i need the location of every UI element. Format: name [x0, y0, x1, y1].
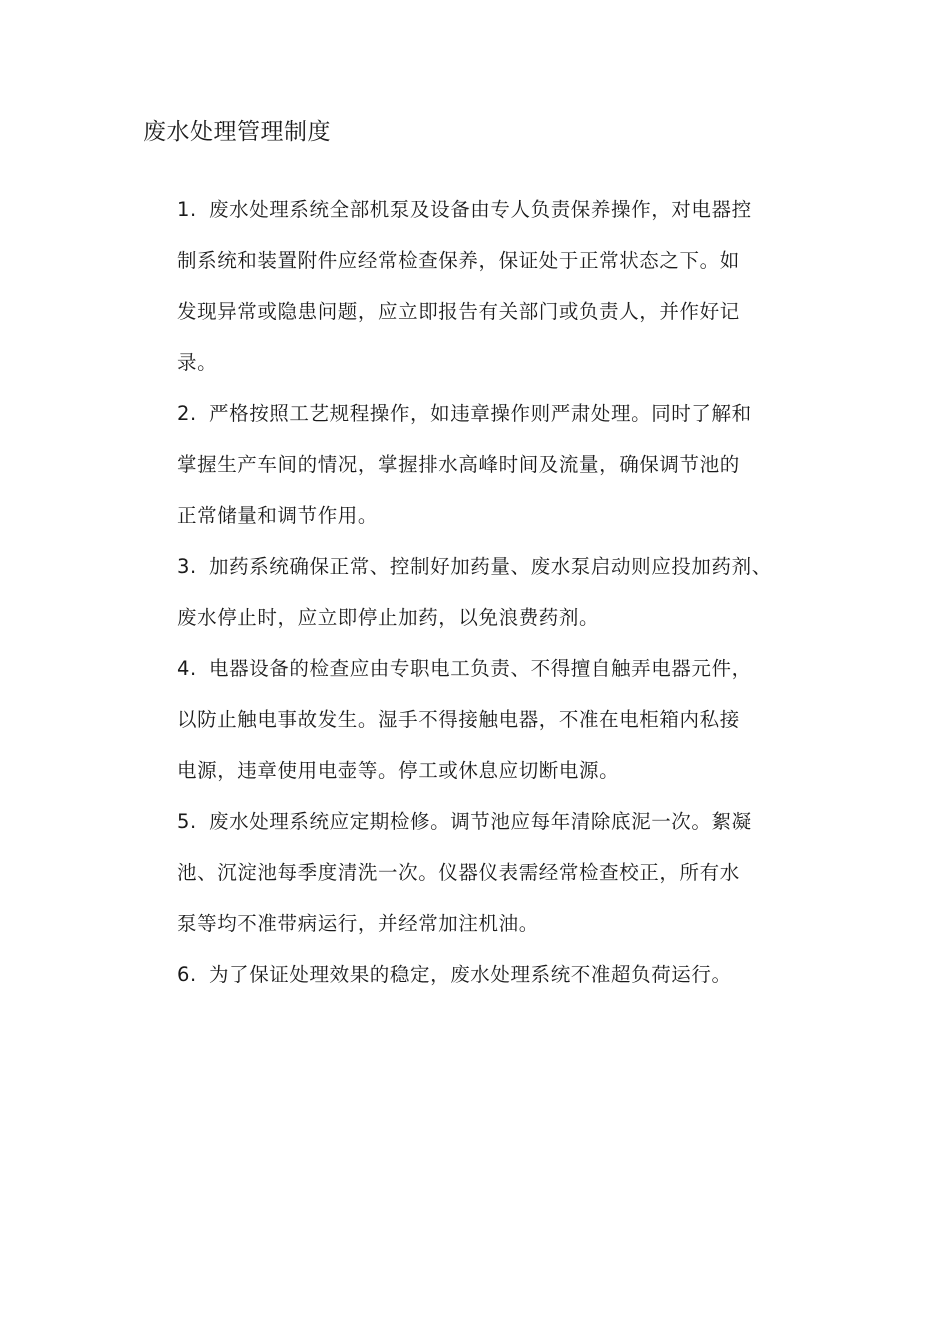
rule-item-2 [177, 388, 819, 541]
rule-line: 以防止触电事故发生。湿手不得接触电器，不准在电柜箱内私接 [177, 708, 740, 731]
rule-line: 掌握生产车间的情况，掌握排水高峰时间及流量，确保调节池的 [177, 453, 740, 476]
rule-line: 录。 [177, 351, 218, 374]
rule-item-5 [177, 796, 819, 949]
rule-line: 泵等均不准带病运行，并经常加注机油。 [177, 912, 539, 935]
rule-text: 严格按照工艺规程操作，如违章操作则严肃处理。同时了解和 [209, 402, 752, 425]
rule-line: 正常储量和调节作用。 [177, 504, 379, 527]
rule-number: 4. [177, 657, 197, 680]
rule-number: 1. [177, 198, 197, 221]
rules-list [177, 184, 819, 1000]
rule-item-1 [177, 184, 819, 388]
rule-line: 池、沉淀池每季度清洗一次。仪器仪表需经常检查校正，所有水 [177, 861, 740, 884]
rule-number: 5. [177, 810, 197, 833]
rule-text: 电器设备的检查应由专职电工负责、不得擅自触弄电器元件， [209, 657, 752, 680]
rule-number: 2. [177, 402, 197, 425]
rule-text: 为了保证处理效果的稳定，废水处理系统不准超负荷运行。 [209, 963, 732, 986]
rule-line [177, 796, 819, 847]
rule-item-3 [177, 541, 819, 643]
rule-line [177, 541, 819, 592]
rule-number: 6. [177, 963, 197, 986]
rule-line [177, 643, 819, 694]
rule-line [177, 388, 819, 439]
rule-line: 制系统和装置附件应经常检查保养，保证处于正常状态之下。如 [177, 249, 740, 272]
rule-line [177, 184, 819, 235]
rule-item-4 [177, 643, 819, 796]
rule-text: 废水处理系统全部机泵及设备由专人负责保养操作，对电器控 [209, 198, 752, 221]
rule-line: 废水停止时，应立即停止加药，以免浪费药剂。 [177, 606, 600, 629]
rule-item-6 [177, 949, 819, 1000]
rule-number: 3. [177, 555, 197, 578]
document-title: 废水处理管理制度 [143, 119, 331, 145]
rule-line: 电源，违章使用电壶等。停工或休息应切断电源。 [177, 759, 620, 782]
rule-text: 加药系统确保正常、控制好加药量、废水泵启动则应投加药剂、 [209, 555, 772, 578]
rule-text: 废水处理系统应定期检修。调节池应每年清除底泥一次。絮凝 [209, 810, 752, 833]
rule-line: 发现异常或隐患问题，应立即报告有关部门或负责人，并作好记 [177, 300, 740, 323]
rule-line [177, 949, 819, 1000]
